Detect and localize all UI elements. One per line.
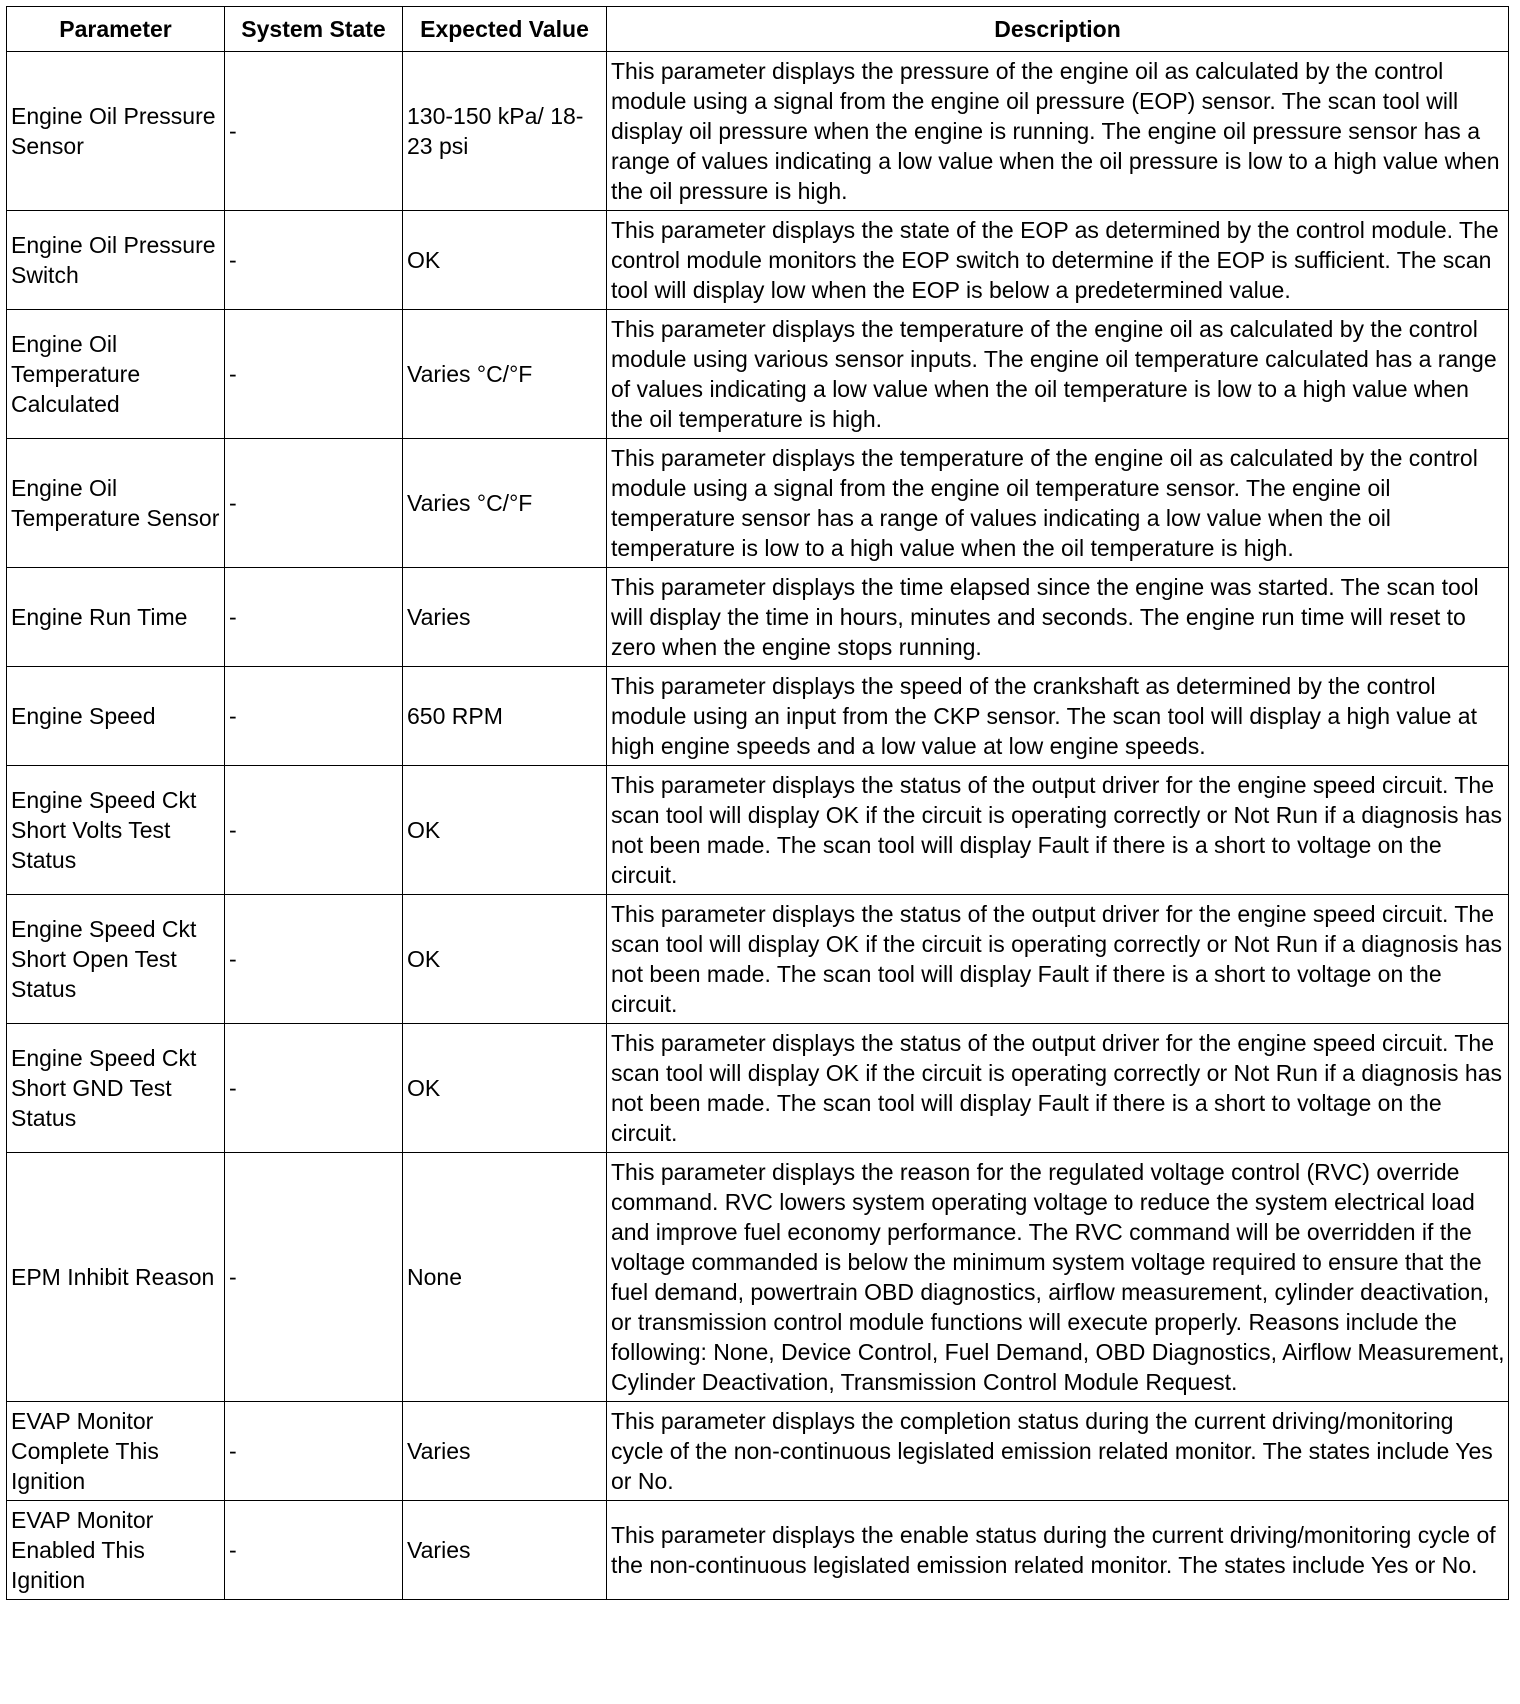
cell-expected-value: 650 RPM [403,667,607,766]
cell-description: This parameter displays the completion status during the current driving/monitoring cycle of the non-continuous legislated emission related monitor. The states include Yes or No. [607,1402,1509,1501]
table-row [7,667,1509,766]
cell-system-state: - [225,1402,403,1501]
cell-description: This parameter displays the status of the output driver for the engine speed circuit. The scan tool will display OK if the circuit is operating correctly or Not Run if a diagnosis has not been made. The scan tool will display Fault if there is a short to voltage on the circuit. [607,766,1509,895]
cell-expected-value: Varies [403,1501,607,1600]
table-row [7,766,1509,895]
table-row [7,1024,1509,1153]
cell-system-state: - [225,439,403,568]
cell-system-state: - [225,895,403,1024]
cell-parameter: Engine Oil Pressure Switch [7,211,225,310]
table-row [7,568,1509,667]
cell-system-state: - [225,1501,403,1600]
cell-expected-value: OK [403,211,607,310]
parameter-table [6,6,1509,1600]
cell-parameter: Engine Speed Ckt Short Open Test Status [7,895,225,1024]
table-row [7,1501,1509,1600]
cell-expected-value: Varies °C/°F [403,310,607,439]
cell-description: This parameter displays the enable status during the current driving/monitoring cycle of the non-continuous legislated emission related monitor. The states include Yes or No. [607,1501,1509,1600]
cell-system-state: - [225,1153,403,1402]
cell-parameter: Engine Speed [7,667,225,766]
table-row [7,310,1509,439]
table-row [7,439,1509,568]
cell-description: This parameter displays the time elapsed since the engine was started. The scan tool will display the time in hours, minutes and seconds. The engine run time will reset to zero when the engine stops running. [607,568,1509,667]
table-row [7,211,1509,310]
cell-system-state: - [225,568,403,667]
cell-description: This parameter displays the status of the output driver for the engine speed circuit. The scan tool will display OK if the circuit is operating correctly or Not Run if a diagnosis has not been made. The scan tool will display Fault if there is a short to voltage on the circuit. [607,895,1509,1024]
cell-system-state: - [225,52,403,211]
header-parameter: Parameter [7,7,225,52]
cell-expected-value: Varies °C/°F [403,439,607,568]
cell-expected-value: Varies [403,1402,607,1501]
header-expected-value: Expected Value [403,7,607,52]
cell-parameter: Engine Oil Temperature Calculated [7,310,225,439]
cell-expected-value: Varies [403,568,607,667]
cell-expected-value: None [403,1153,607,1402]
cell-description: This parameter displays the status of the output driver for the engine speed circuit. The scan tool will display OK if the circuit is operating correctly or Not Run if a diagnosis has not been made. The scan tool will display Fault if there is a short to voltage on the circuit. [607,1024,1509,1153]
cell-system-state: - [225,310,403,439]
table-row [7,52,1509,211]
cell-system-state: - [225,766,403,895]
cell-description: This parameter displays the temperature of the engine oil as calculated by the control module using various sensor inputs. The engine oil temperature calculated has a range of values indicating a low value when the oil temperature is low to a high value when the oil temperature is high. [607,310,1509,439]
cell-description: This parameter displays the speed of the crankshaft as determined by the control module using an input from the CKP sensor. The scan tool will display a high value at high engine speeds and a low value at low engine speeds. [607,667,1509,766]
table-row [7,895,1509,1024]
header-description: Description [607,7,1509,52]
cell-parameter: EVAP Monitor Complete This Ignition [7,1402,225,1501]
table-header-row [7,7,1509,52]
cell-system-state: - [225,1024,403,1153]
cell-parameter: Engine Oil Temperature Sensor [7,439,225,568]
cell-parameter: Engine Oil Pressure Sensor [7,52,225,211]
cell-expected-value: OK [403,895,607,1024]
cell-parameter: Engine Run Time [7,568,225,667]
cell-parameter: Engine Speed Ckt Short GND Test Status [7,1024,225,1153]
cell-expected-value: OK [403,1024,607,1153]
document-page [6,6,1509,1600]
cell-expected-value: OK [403,766,607,895]
header-system-state: System State [225,7,403,52]
cell-description: This parameter displays the pressure of the engine oil as calculated by the control module using a signal from the engine oil pressure (EOP) sensor. The scan tool will display oil pressure when the engine is running. The engine oil pressure sensor has a range of values indicating a low value when the oil pressure is low to a high value when the oil pressure is high. [607,52,1509,211]
table-row [7,1402,1509,1501]
cell-description: This parameter displays the reason for the regulated voltage control (RVC) override command. RVC lowers system operating voltage to reduce the system electrical load and improve fuel economy performance. The RVC command will be overridden if the voltage commanded is below the minimum system voltage required to ensure that the fuel demand, powertrain OBD diagnostics, airflow measurement, cylinder deactivation, or transmission control module functions will execute properly. Reasons include the following: None, Device Control, Fuel Demand, OBD Diagnostics, Airflow Measurement, Cylinder Deactivation, Transmission Control Module Request. [607,1153,1509,1402]
cell-expected-value: 130-150 kPa/ 18-23 psi [403,52,607,211]
cell-parameter: EVAP Monitor Enabled This Ignition [7,1501,225,1600]
cell-parameter: EPM Inhibit Reason [7,1153,225,1402]
cell-parameter: Engine Speed Ckt Short Volts Test Status [7,766,225,895]
cell-system-state: - [225,211,403,310]
cell-description: This parameter displays the state of the EOP as determined by the control module. The control module monitors the EOP switch to determine if the EOP is sufficient. The scan tool will display low when the EOP is below a predetermined value. [607,211,1509,310]
table-row [7,1153,1509,1402]
cell-system-state: - [225,667,403,766]
cell-description: This parameter displays the temperature of the engine oil as calculated by the control module using a signal from the engine oil temperature sensor. The engine oil temperature sensor has a range of values indicating a low value when the oil temperature is low to a high value when the oil temperature is high. [607,439,1509,568]
